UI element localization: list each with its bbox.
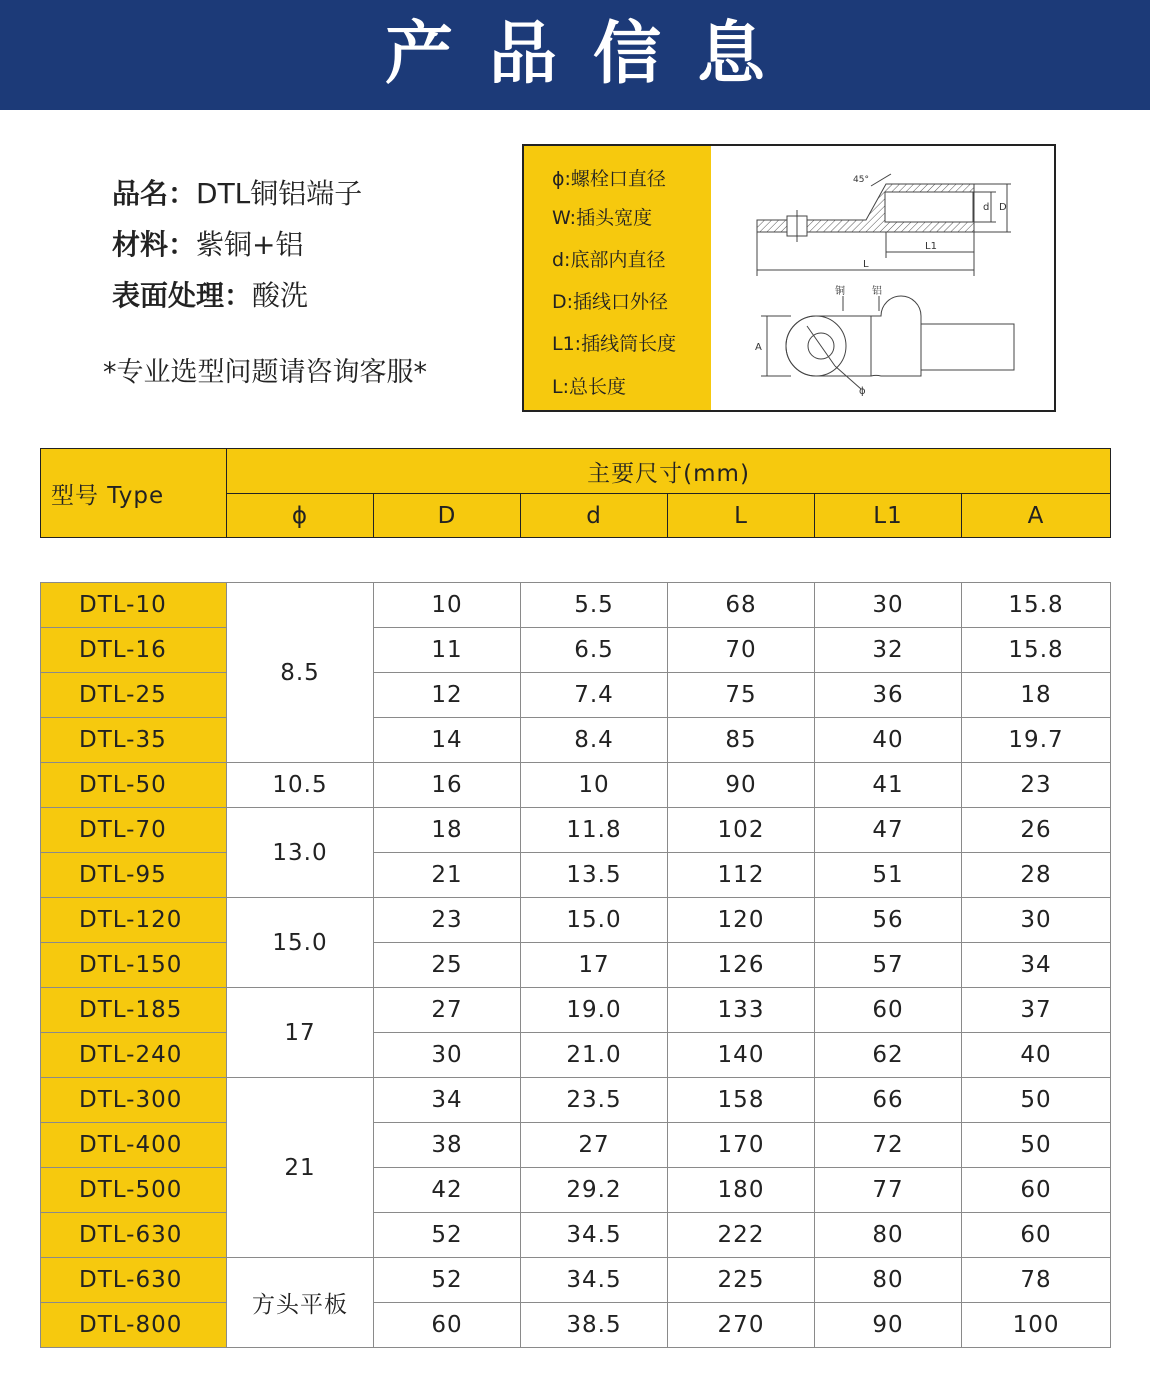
legend-item: D:插线口外径 bbox=[552, 291, 669, 313]
table-row bbox=[41, 718, 1111, 763]
cell: 19.0 bbox=[521, 988, 668, 1033]
cell: 126 bbox=[668, 943, 815, 988]
L-label: L bbox=[863, 259, 869, 270]
cell: 112 bbox=[668, 853, 815, 898]
cell: 14 bbox=[374, 718, 521, 763]
material-value: 紫铜+铝 bbox=[196, 228, 304, 261]
cell: 90 bbox=[668, 763, 815, 808]
product-name-value: DTL铜铝端子 bbox=[196, 177, 363, 210]
table-row bbox=[41, 853, 1111, 898]
cell: 100 bbox=[962, 1303, 1111, 1348]
table-row bbox=[41, 1303, 1111, 1348]
cell: 27 bbox=[374, 988, 521, 1033]
cell: 15.0 bbox=[521, 898, 668, 943]
col-header-A: A bbox=[962, 494, 1111, 538]
cell: 51 bbox=[815, 853, 962, 898]
surface-label: 表面处理： bbox=[112, 279, 253, 312]
model-cell: DTL-185 bbox=[41, 988, 227, 1033]
legend-item: L:总长度 bbox=[552, 376, 626, 398]
legend-item: W:插头宽度 bbox=[552, 207, 653, 229]
cell: 26 bbox=[962, 808, 1111, 853]
cell: 18 bbox=[374, 808, 521, 853]
cell: 28 bbox=[962, 853, 1111, 898]
cell: 8.4 bbox=[521, 718, 668, 763]
cell: 21.0 bbox=[521, 1033, 668, 1078]
model-cell: DTL-70 bbox=[41, 808, 227, 853]
model-cell: DTL-800 bbox=[41, 1303, 227, 1348]
cell: 47 bbox=[815, 808, 962, 853]
cell: 60 bbox=[374, 1303, 521, 1348]
cell: 34.5 bbox=[521, 1213, 668, 1258]
cell: 77 bbox=[815, 1168, 962, 1213]
model-cell: DTL-240 bbox=[41, 1033, 227, 1078]
phi-group-cell: 21 bbox=[227, 1078, 374, 1258]
cell: 34.5 bbox=[521, 1258, 668, 1303]
legend-item: L1:插线筒长度 bbox=[552, 333, 677, 355]
model-cell: DTL-630 bbox=[41, 1258, 227, 1303]
col-header-phi: ϕ bbox=[227, 494, 374, 538]
table-row bbox=[41, 808, 1111, 853]
model-cell: DTL-10 bbox=[41, 583, 227, 628]
aluminum-label: 铝 bbox=[872, 286, 882, 297]
model-cell: DTL-630 bbox=[41, 1213, 227, 1258]
phi-group-cell: 10.5 bbox=[227, 763, 374, 808]
cell: 66 bbox=[815, 1078, 962, 1123]
product-name-label: 品名： bbox=[112, 177, 197, 210]
cell: 30 bbox=[374, 1033, 521, 1078]
cell: 50 bbox=[962, 1123, 1111, 1168]
cell: 30 bbox=[962, 898, 1111, 943]
cell: 23.5 bbox=[521, 1078, 668, 1123]
angle-label: 45° bbox=[853, 175, 869, 185]
table-row bbox=[41, 1078, 1111, 1123]
side-view bbox=[757, 174, 1011, 276]
cell: 11 bbox=[374, 628, 521, 673]
phi-group-cell: 方头平板 bbox=[227, 1258, 374, 1348]
top-view bbox=[761, 296, 1014, 389]
cell: 85 bbox=[668, 718, 815, 763]
cell: 41 bbox=[815, 763, 962, 808]
cell: 5.5 bbox=[521, 583, 668, 628]
col-header-D: D bbox=[374, 494, 521, 538]
cell: 140 bbox=[668, 1033, 815, 1078]
cell: 158 bbox=[668, 1078, 815, 1123]
type-column-header: 型号 Type bbox=[41, 449, 227, 538]
cell: 40 bbox=[815, 718, 962, 763]
spec-table bbox=[40, 448, 1111, 1348]
table-row bbox=[41, 628, 1111, 673]
cell: 60 bbox=[815, 988, 962, 1033]
d-label: d bbox=[983, 202, 990, 213]
cell: 18 bbox=[962, 673, 1111, 718]
table-row bbox=[41, 673, 1111, 718]
consult-note: *专业选型问题请咨询客服* bbox=[103, 357, 427, 388]
cell: 42 bbox=[374, 1168, 521, 1213]
cell: 52 bbox=[374, 1213, 521, 1258]
cell: 11.8 bbox=[521, 808, 668, 853]
phi-group-cell: 8.5 bbox=[227, 583, 374, 763]
table-row bbox=[41, 1123, 1111, 1168]
model-cell: DTL-35 bbox=[41, 718, 227, 763]
model-cell: DTL-25 bbox=[41, 673, 227, 718]
cell: 80 bbox=[815, 1258, 962, 1303]
material-line bbox=[112, 223, 303, 263]
model-cell: DTL-50 bbox=[41, 763, 227, 808]
cell: 23 bbox=[962, 763, 1111, 808]
cell: 25 bbox=[374, 943, 521, 988]
cell: 90 bbox=[815, 1303, 962, 1348]
cell: 10 bbox=[374, 583, 521, 628]
cell: 57 bbox=[815, 943, 962, 988]
A-label: A bbox=[755, 342, 762, 353]
cell: 222 bbox=[668, 1213, 815, 1258]
cell: 17 bbox=[521, 943, 668, 988]
cell: 23 bbox=[374, 898, 521, 943]
cell: 21 bbox=[374, 853, 521, 898]
product-name-line bbox=[112, 172, 362, 212]
cell: 72 bbox=[815, 1123, 962, 1168]
phi-group-cell: 13.0 bbox=[227, 808, 374, 898]
phi-label: ϕ bbox=[859, 386, 866, 397]
col-header-d: d bbox=[521, 494, 668, 538]
dimension-diagram bbox=[522, 144, 1056, 412]
cell: 7.4 bbox=[521, 673, 668, 718]
cell: 10 bbox=[521, 763, 668, 808]
banner-title: 产品信息 bbox=[384, 15, 801, 94]
cell: 225 bbox=[668, 1258, 815, 1303]
cell: 80 bbox=[815, 1213, 962, 1258]
table-row bbox=[41, 1033, 1111, 1078]
cell: 60 bbox=[962, 1168, 1111, 1213]
phi-group-cell: 15.0 bbox=[227, 898, 374, 988]
L1-label: L1 bbox=[925, 241, 937, 252]
col-header-L1: L1 bbox=[815, 494, 962, 538]
dimension-legend bbox=[524, 146, 711, 410]
cell: 13.5 bbox=[521, 853, 668, 898]
cell: 120 bbox=[668, 898, 815, 943]
table-row bbox=[41, 1258, 1111, 1303]
model-cell: DTL-500 bbox=[41, 1168, 227, 1213]
cell: 29.2 bbox=[521, 1168, 668, 1213]
legend-item: d:底部内直径 bbox=[552, 249, 666, 271]
cell: 16 bbox=[374, 763, 521, 808]
cell: 70 bbox=[668, 628, 815, 673]
table-row bbox=[41, 763, 1111, 808]
table-row bbox=[41, 988, 1111, 1033]
model-cell: DTL-400 bbox=[41, 1123, 227, 1168]
cell: 180 bbox=[668, 1168, 815, 1213]
cell: 12 bbox=[374, 673, 521, 718]
legend-item: ϕ:螺栓口直径 bbox=[552, 168, 666, 190]
cell: 19.7 bbox=[962, 718, 1111, 763]
model-cell: DTL-120 bbox=[41, 898, 227, 943]
main-dimensions-header: 主要尺寸(mm) bbox=[227, 449, 1111, 494]
table-row bbox=[41, 583, 1111, 628]
cell: 27 bbox=[521, 1123, 668, 1168]
cell: 37 bbox=[962, 988, 1111, 1033]
model-cell: DTL-95 bbox=[41, 853, 227, 898]
cell: 40 bbox=[962, 1033, 1111, 1078]
cell: 32 bbox=[815, 628, 962, 673]
cell: 78 bbox=[962, 1258, 1111, 1303]
cell: 38 bbox=[374, 1123, 521, 1168]
material-label: 材料： bbox=[112, 228, 197, 261]
cell: 34 bbox=[962, 943, 1111, 988]
cell: 15.8 bbox=[962, 583, 1111, 628]
table-row bbox=[41, 943, 1111, 988]
cell: 38.5 bbox=[521, 1303, 668, 1348]
cell: 68 bbox=[668, 583, 815, 628]
cell: 102 bbox=[668, 808, 815, 853]
col-header-L: L bbox=[668, 494, 815, 538]
cell: 36 bbox=[815, 673, 962, 718]
cell: 56 bbox=[815, 898, 962, 943]
cell: 52 bbox=[374, 1258, 521, 1303]
cell: 30 bbox=[815, 583, 962, 628]
cell: 15.8 bbox=[962, 628, 1111, 673]
cell: 270 bbox=[668, 1303, 815, 1348]
model-cell: DTL-150 bbox=[41, 943, 227, 988]
cell: 62 bbox=[815, 1033, 962, 1078]
cell: 6.5 bbox=[521, 628, 668, 673]
table-row bbox=[41, 1213, 1111, 1258]
model-cell: DTL-16 bbox=[41, 628, 227, 673]
cell: 34 bbox=[374, 1078, 521, 1123]
table-row bbox=[41, 898, 1111, 943]
surface-line bbox=[112, 274, 308, 314]
cell: 50 bbox=[962, 1078, 1111, 1123]
cell: 170 bbox=[668, 1123, 815, 1168]
D-label: D bbox=[999, 202, 1007, 213]
surface-value: 酸洗 bbox=[252, 279, 309, 312]
model-cell: DTL-300 bbox=[41, 1078, 227, 1123]
terminal-technical-drawing bbox=[711, 146, 1054, 410]
cell: 60 bbox=[962, 1213, 1111, 1258]
table-row bbox=[41, 1168, 1111, 1213]
cell: 133 bbox=[668, 988, 815, 1033]
page-banner bbox=[0, 0, 1150, 110]
cell: 75 bbox=[668, 673, 815, 718]
copper-label: 铜 bbox=[835, 286, 845, 297]
phi-group-cell: 17 bbox=[227, 988, 374, 1078]
